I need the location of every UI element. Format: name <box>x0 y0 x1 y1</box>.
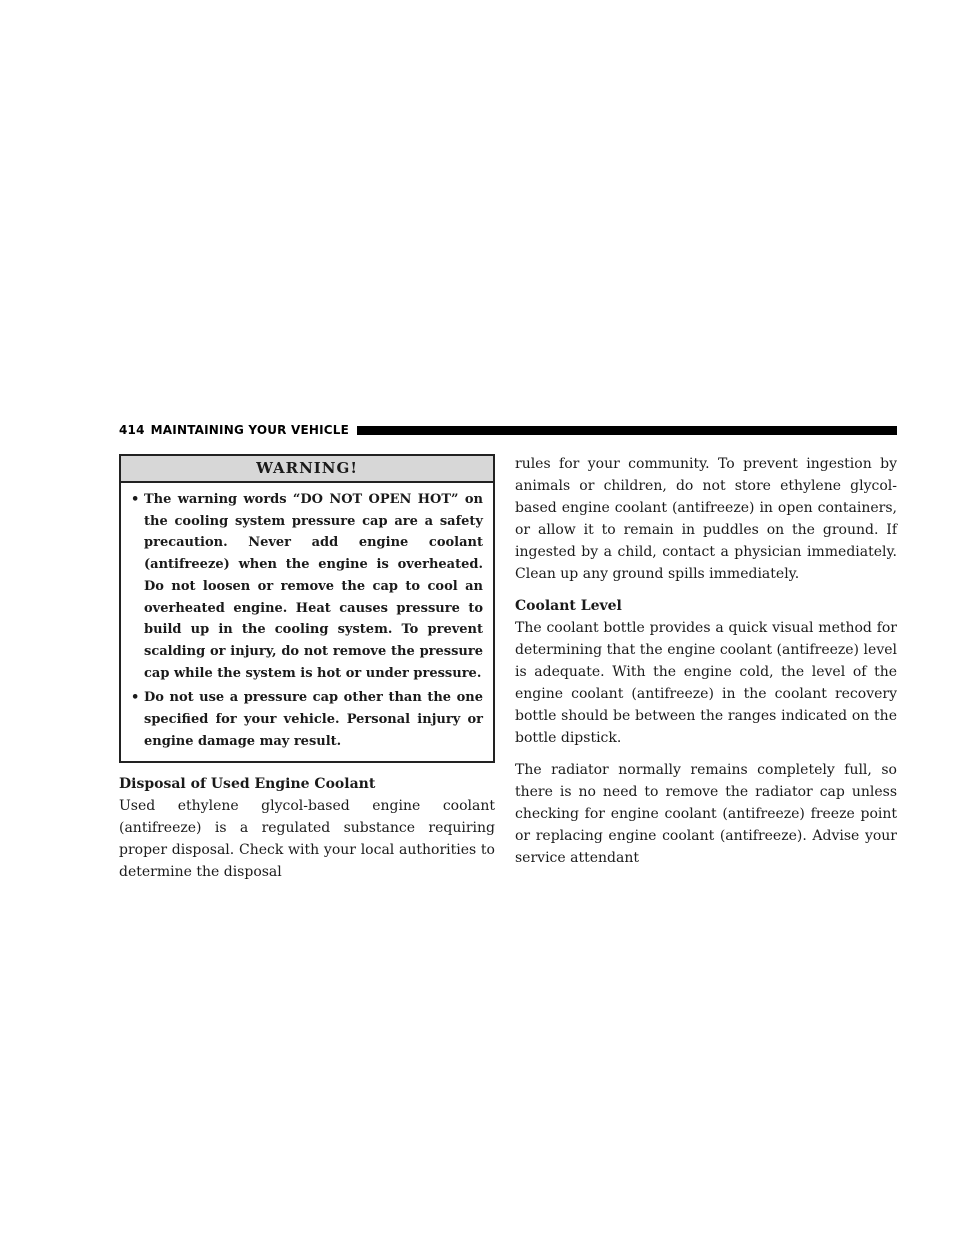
coolant-level-paragraph: The coolant bottle provides a quick visual method for determining that the engine coolant (antifreeze) level is adequate. With the engine cold, the level of the engine coolant (antifreeze) in the coolant recovery bottle should be between the ranges indicated on the bottle dipstick. <box>515 620 897 746</box>
bullet-icon: • <box>131 690 140 706</box>
left-column <box>119 454 495 883</box>
continued-paragraph: rules for your community. To prevent ingestion by animals or children, do not store ethylene glycol-based engine coolant (antifreeze) in open containers, or allow it to remain in puddles on the ground. If ingested by a child, contact a physician immediately. Clean up any ground spills immediately. <box>515 456 897 582</box>
disposal-paragraph: Used ethylene glycol-based engine coolant (antifreeze) is a regulated substance requiring proper disposal. Check with your local authorities to determine the disposal <box>119 798 495 881</box>
warning-title: WARNING! <box>121 456 493 483</box>
warning-item-text: The warning words “DO NOT OPEN HOT” on the cooling system pressure cap are a safety precaution. Never add engine coolant (antifreeze) when the engine is overheated. Do not loosen or remove the cap to cool an overheated engine. Heat causes pressure to build up in the cooling system. To prevent scalding or injury, do not remove the pressure cap while the system is hot or under pressure. <box>144 492 483 681</box>
warning-item <box>131 687 483 752</box>
section-title: MAINTAINING YOUR VEHICLE <box>150 423 350 437</box>
right-column <box>515 453 897 869</box>
page-number: 414 <box>119 423 145 437</box>
warning-list <box>121 483 493 761</box>
warning-box <box>119 454 495 763</box>
header-rule <box>357 426 897 435</box>
warning-item <box>131 489 483 684</box>
radiator-paragraph: The radiator normally remains completely full, so there is no need to remove the radiator cap unless checking for engine coolant (antifreeze) freeze point or replacing engine coolant (antifreeze). Advise your service attendant <box>515 762 897 866</box>
page-header <box>119 421 897 439</box>
coolant-level-heading: Coolant Level <box>515 598 622 614</box>
disposal-heading: Disposal of Used Engine Coolant <box>119 776 376 793</box>
bullet-icon: • <box>131 492 140 507</box>
warning-item-text: Do not use a pressure cap other than the one specified for your vehicle. Personal injury or engine damage may result. <box>144 690 483 749</box>
